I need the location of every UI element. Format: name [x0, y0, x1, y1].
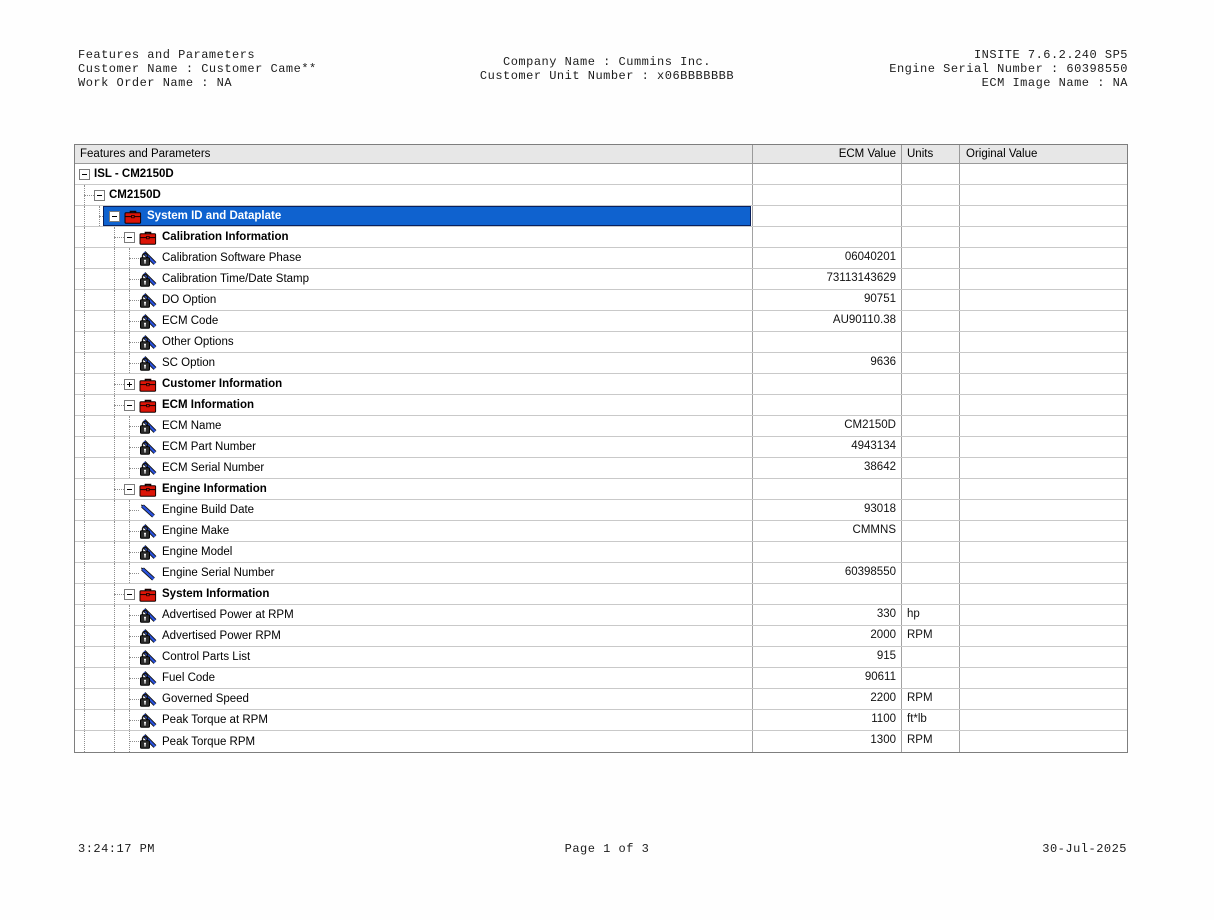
engine-serial-number: Engine Serial Number : 60398550: [889, 62, 1128, 76]
table-header-row: [75, 145, 1127, 164]
original-value-cell: [960, 374, 1127, 394]
tree-row[interactable]: [75, 164, 1127, 185]
ecm-value-cell: CM2150D: [753, 416, 902, 436]
tree-row[interactable]: [75, 647, 1127, 668]
lock-pen-icon: [139, 440, 157, 455]
units-cell: [902, 269, 960, 289]
work-order-name: Work Order Name : NA: [78, 76, 233, 90]
units-cell: [902, 479, 960, 499]
tree-row[interactable]: [75, 584, 1127, 605]
original-value-cell: [960, 731, 1127, 752]
tree-item-label[interactable]: ECM Part Number: [162, 441, 256, 453]
tree-cell[interactable]: [75, 710, 753, 730]
tree-cell[interactable]: [75, 269, 753, 289]
tree-item-label[interactable]: Control Parts List: [162, 651, 251, 663]
column-header-ecm-value: ECM Value: [753, 145, 902, 163]
tree-cell[interactable]: [75, 374, 753, 394]
toolbox-icon: [139, 230, 157, 245]
column-header-units: Units: [902, 145, 960, 163]
tree-item-label[interactable]: Peak Torque at RPM: [162, 714, 268, 726]
units-cell: [902, 563, 960, 583]
original-value-cell: [960, 353, 1127, 373]
original-value-cell: [960, 521, 1127, 541]
column-header-original-value: Original Value: [966, 148, 1038, 160]
units-cell: [902, 668, 960, 688]
lock-pen-icon: [139, 251, 157, 266]
original-value-cell: [960, 605, 1127, 625]
units-cell: [902, 248, 960, 268]
toolbox-icon: [139, 482, 157, 497]
units-cell: [902, 500, 960, 520]
pen-icon: [139, 503, 157, 518]
tree-item-label[interactable]: Advertised Power at RPM: [162, 609, 294, 621]
tree-item-label[interactable]: Calibration Information: [162, 231, 289, 243]
tree-row[interactable]: [75, 689, 1127, 710]
tree-cell[interactable]: [75, 353, 753, 373]
original-value-cell: [960, 542, 1127, 562]
collapse-minus-box[interactable]: [79, 169, 90, 180]
tree-row[interactable]: [75, 311, 1127, 332]
tree-row[interactable]: [75, 269, 1127, 290]
tree-row[interactable]: [75, 563, 1127, 584]
tree-cell[interactable]: [75, 416, 753, 436]
tree-row[interactable]: [75, 185, 1127, 206]
ecm-value-cell: [753, 332, 902, 352]
ecm-value-cell: 9636: [753, 353, 902, 373]
ecm-value-cell: [753, 227, 902, 247]
ecm-value-cell: 915: [753, 647, 902, 667]
report-title: Features and Parameters: [78, 48, 256, 62]
toolbox-icon: [139, 377, 157, 392]
footer-time: 3:24:17 PM: [78, 842, 156, 856]
ecm-value-cell: [753, 479, 902, 499]
original-value-cell: [960, 395, 1127, 415]
tree-row[interactable]: [75, 710, 1127, 731]
units-cell: [902, 416, 960, 436]
lock-pen-icon: [139, 419, 157, 434]
lock-pen-icon: [139, 671, 157, 686]
original-value-cell: [960, 689, 1127, 709]
ecm-value-cell: [753, 185, 902, 205]
expand-plus-box[interactable]: [124, 379, 135, 390]
ecm-value-cell: 1300: [753, 731, 902, 752]
tree-cell[interactable]: [75, 521, 753, 541]
original-value-cell: [960, 269, 1127, 289]
tree-rows-container: [75, 164, 1127, 752]
tree-item-label[interactable]: Customer Information: [162, 378, 283, 390]
lock-pen-icon: [139, 692, 157, 707]
tree-cell[interactable]: [75, 563, 753, 583]
tree-cell[interactable]: [75, 647, 753, 667]
tree-row[interactable]: [75, 227, 1127, 248]
tree-row[interactable]: [75, 374, 1127, 395]
footer-page-number: Page 1 of 3: [564, 842, 650, 856]
tree-cell[interactable]: [75, 332, 753, 352]
tree-row[interactable]: [75, 437, 1127, 458]
tree-cell[interactable]: [75, 206, 753, 226]
tree-row[interactable]: [75, 416, 1127, 437]
units-cell: [902, 227, 960, 247]
tree-cell[interactable]: [75, 479, 753, 499]
tree-cell[interactable]: [75, 395, 753, 415]
tree-cell[interactable]: [75, 668, 753, 688]
tree-item-label[interactable]: Engine Serial Number: [162, 567, 275, 579]
original-value-cell: [960, 164, 1127, 184]
ecm-value-cell: 4943134: [753, 437, 902, 457]
ecm-value-cell: 73113143629: [753, 269, 902, 289]
features-parameters-table: [74, 144, 1128, 753]
tree-item-label[interactable]: ECM Name: [162, 420, 222, 432]
ecm-value-cell: [753, 584, 902, 604]
tree-item-label[interactable]: Fuel Code: [162, 672, 216, 684]
lock-pen-icon: [139, 356, 157, 371]
pen-icon: [139, 566, 157, 581]
tree-cell[interactable]: [75, 185, 753, 205]
tree-row[interactable]: [75, 332, 1127, 353]
units-cell: [902, 458, 960, 478]
insite-version: INSITE 7.6.2.240 SP5: [973, 48, 1128, 62]
tree-row[interactable]: [75, 290, 1127, 311]
ecm-image-name: ECM Image Name : NA: [981, 76, 1128, 90]
tree-row[interactable]: [75, 626, 1127, 647]
customer-unit-number: Customer Unit Number : x06BBBBBBB: [479, 69, 735, 83]
lock-pen-icon: [139, 335, 157, 350]
original-value-cell: [960, 227, 1127, 247]
original-value-cell: [960, 248, 1127, 268]
units-cell: [902, 437, 960, 457]
collapse-minus-box[interactable]: [124, 232, 135, 243]
tree-item-label[interactable]: ISL - CM2150D: [94, 168, 174, 180]
tree-item-label[interactable]: SC Option: [162, 357, 216, 369]
units-cell: [902, 206, 960, 226]
units-cell: ft*lb: [902, 710, 960, 730]
tree-row[interactable]: [75, 248, 1127, 269]
tree-item-label[interactable]: ECM Serial Number: [162, 462, 265, 474]
toolbox-icon: [139, 398, 157, 413]
original-value-cell: [960, 626, 1127, 646]
ecm-value-cell: [753, 206, 902, 226]
ecm-value-cell: 330: [753, 605, 902, 625]
ecm-value-cell: 2000: [753, 626, 902, 646]
ecm-value-cell: 60398550: [753, 563, 902, 583]
tree-cell[interactable]: [75, 458, 753, 478]
tree-cell[interactable]: [75, 584, 753, 604]
tree-row[interactable]: [75, 731, 1127, 752]
ecm-value-cell: CMMNS: [753, 521, 902, 541]
lock-pen-icon: [139, 272, 157, 287]
lock-pen-icon: [139, 734, 157, 749]
tree-cell[interactable]: [75, 542, 753, 562]
units-cell: [902, 647, 960, 667]
units-cell: [902, 332, 960, 352]
original-value-cell: [960, 479, 1127, 499]
tree-item-label[interactable]: Calibration Time/Date Stamp: [162, 273, 310, 285]
tree-item-label[interactable]: ECM Information: [162, 399, 254, 411]
tree-row[interactable]: [75, 500, 1127, 521]
tree-row[interactable]: [75, 521, 1127, 542]
tree-cell[interactable]: [75, 290, 753, 310]
ecm-value-cell: 90751: [753, 290, 902, 310]
units-cell: [902, 311, 960, 331]
original-value-cell: [960, 458, 1127, 478]
lock-pen-icon: [139, 314, 157, 329]
original-value-cell: [960, 710, 1127, 730]
units-cell: [902, 374, 960, 394]
tree-item-label[interactable]: Peak Torque RPM: [162, 735, 256, 748]
tree-item-label[interactable]: Calibration Software Phase: [162, 252, 302, 264]
ecm-value-cell: 2200: [753, 689, 902, 709]
tree-row[interactable]: [75, 542, 1127, 563]
original-value-cell: [960, 290, 1127, 310]
tree-cell[interactable]: [75, 248, 753, 268]
units-cell: hp: [902, 605, 960, 625]
collapse-minus-box[interactable]: [124, 400, 135, 411]
collapse-minus-box[interactable]: [94, 190, 105, 201]
units-cell: [902, 185, 960, 205]
collapse-minus-box[interactable]: [124, 589, 135, 600]
original-value-cell: [960, 563, 1127, 583]
tree-cell[interactable]: [75, 500, 753, 520]
original-value-cell: [960, 311, 1127, 331]
lock-pen-icon: [139, 545, 157, 560]
collapse-minus-box[interactable]: [109, 211, 120, 222]
ecm-value-cell: 38642: [753, 458, 902, 478]
tree-cell[interactable]: [75, 689, 753, 709]
original-value-cell: [960, 584, 1127, 604]
lock-pen-icon: [139, 713, 157, 728]
tree-cell[interactable]: [75, 605, 753, 625]
tree-item-label[interactable]: Advertised Power RPM: [162, 630, 281, 642]
tree-item-label[interactable]: Engine Model: [162, 546, 233, 558]
original-value-cell: [960, 647, 1127, 667]
tree-cell[interactable]: [75, 437, 753, 457]
lock-pen-icon: [139, 629, 157, 644]
tree-row[interactable]: [75, 605, 1127, 626]
ecm-value-cell: 1100: [753, 710, 902, 730]
original-value-cell: [960, 185, 1127, 205]
units-cell: RPM: [902, 626, 960, 646]
tree-row[interactable]: [75, 206, 1127, 227]
report-header-right: [889, 48, 1128, 90]
ecm-value-cell: 93018: [753, 500, 902, 520]
tree-row[interactable]: [75, 458, 1127, 479]
tree-item-label[interactable]: CM2150D: [109, 189, 161, 201]
lock-pen-icon: [139, 608, 157, 623]
tree-item-label[interactable]: Governed Speed: [162, 693, 249, 705]
tree-cell[interactable]: [75, 311, 753, 331]
tree-item-label[interactable]: Engine Information: [162, 483, 267, 495]
units-cell: [902, 542, 960, 562]
collapse-minus-box[interactable]: [124, 484, 135, 495]
ecm-value-cell: [753, 542, 902, 562]
original-value-cell: [960, 500, 1127, 520]
tree-item-label[interactable]: Other Options: [162, 336, 234, 348]
ecm-value-cell: 90611: [753, 668, 902, 688]
units-cell: [902, 353, 960, 373]
footer-date: 30-Jul-2025: [1042, 842, 1127, 856]
units-cell: RPM: [902, 731, 960, 752]
ecm-value-cell: [753, 395, 902, 415]
lock-pen-icon: [139, 650, 157, 665]
tree-item-label[interactable]: Engine Build Date: [162, 504, 255, 516]
units-cell: [902, 164, 960, 184]
tree-item-label[interactable]: Engine Make: [162, 525, 230, 537]
customer-name: Customer Name : Customer Came**: [78, 62, 317, 76]
toolbox-icon: [124, 209, 142, 224]
company-name: Company Name : Cummins Inc.: [503, 55, 711, 69]
tree-cell[interactable]: [75, 626, 753, 646]
units-cell: [902, 584, 960, 604]
tree-item-label[interactable]: System ID and Dataplate: [147, 210, 282, 222]
original-value-cell: [960, 332, 1127, 352]
tree-item-label[interactable]: DO Option: [162, 294, 217, 306]
units-cell: [902, 395, 960, 415]
lock-pen-icon: [139, 461, 157, 476]
tree-row[interactable]: [75, 668, 1127, 689]
tree-cell[interactable]: [75, 731, 753, 752]
units-cell: [902, 290, 960, 310]
units-cell: [902, 521, 960, 541]
units-cell: RPM: [902, 689, 960, 709]
tree-cell[interactable]: [75, 164, 753, 184]
ecm-value-cell: [753, 374, 902, 394]
tree-row[interactable]: [75, 353, 1127, 374]
tree-item-label[interactable]: System Information: [162, 588, 270, 600]
original-value-cell: [960, 668, 1127, 688]
original-value-cell: [960, 416, 1127, 436]
tree-item-label[interactable]: ECM Code: [162, 315, 219, 327]
tree-row[interactable]: [75, 479, 1127, 500]
original-value-cell: [960, 437, 1127, 457]
lock-pen-icon: [139, 524, 157, 539]
ecm-value-cell: [753, 164, 902, 184]
lock-pen-icon: [139, 293, 157, 308]
tree-cell[interactable]: [75, 227, 753, 247]
original-value-cell: [960, 206, 1127, 226]
toolbox-icon: [139, 587, 157, 602]
column-header-features: Features and Parameters: [75, 145, 753, 163]
ecm-value-cell: AU90110.38: [753, 311, 902, 331]
tree-row[interactable]: [75, 395, 1127, 416]
ecm-value-cell: 06040201: [753, 248, 902, 268]
